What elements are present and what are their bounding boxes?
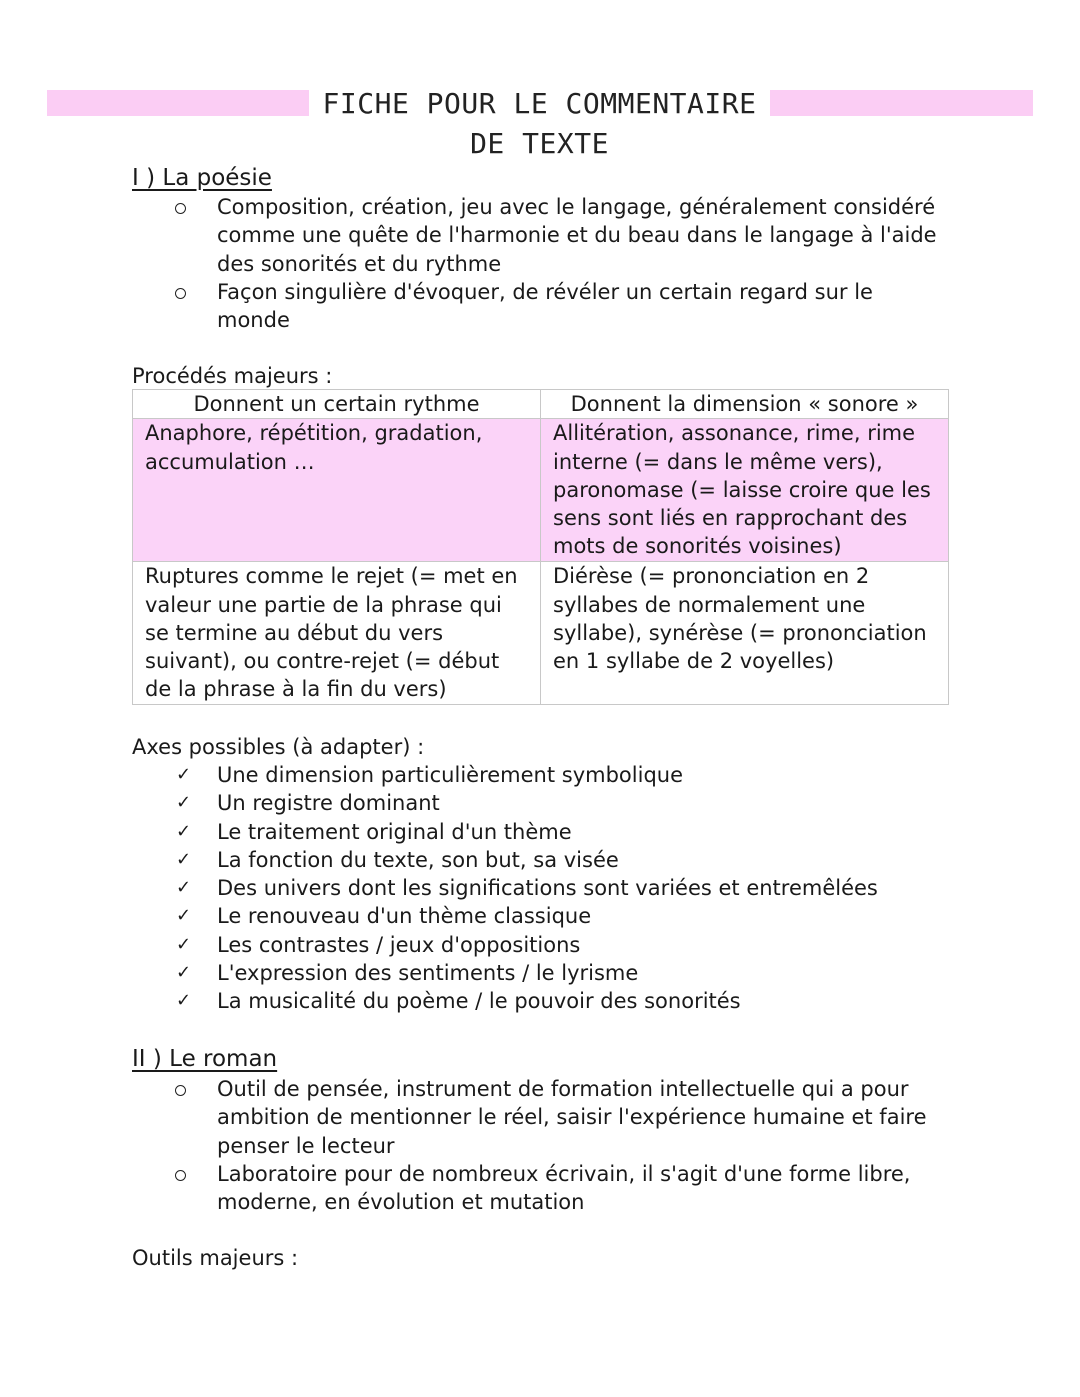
- table-header-row: [133, 390, 949, 419]
- table-cell: Ruptures comme le rejet (= met en valeur une partie de la phrase qui se termine au début du vers suivant), ou contre-rejet (= début de la phrase à la fin du vers): [133, 562, 541, 705]
- hollow-circle-icon: [175, 1170, 186, 1181]
- checkmark-icon: ✓: [176, 877, 192, 899]
- procedes-label: Procédés majeurs :: [132, 364, 333, 388]
- hollow-circle-icon: [175, 1085, 186, 1096]
- roman-definition-list: [132, 1075, 942, 1216]
- list-item: ✓ Des univers dont les significations sont variées et entremêlées: [176, 876, 878, 901]
- table-cell: Allitération, assonance, rime, rime interne (= dans le même vers), paronomase (= laisse croire que les sens sont liés en rapprochant des mots de sonorités voisines): [541, 419, 949, 562]
- list-item: Laboratoire pour de nombreux écrivain, il s'agit d'une forme libre, moderne, en évolution et mutation: [132, 1160, 942, 1217]
- checkmark-icon: ✓: [176, 820, 192, 842]
- table-row: [133, 562, 949, 705]
- checkmark-icon: ✓: [176, 933, 192, 955]
- checkmark-icon: ✓: [176, 905, 192, 927]
- hollow-circle-icon: [175, 288, 186, 299]
- hollow-circle-icon: [175, 203, 186, 214]
- list-item: ✓ Un registre dominant: [176, 791, 440, 816]
- list-item: ✓ Le traitement original d'un thème: [176, 819, 572, 844]
- checkmark-icon: ✓: [176, 792, 192, 814]
- checkmark-icon: ✓: [176, 990, 192, 1012]
- table-header-cell: Donnent la dimension « sonore »: [541, 390, 949, 419]
- section-heading-poesie: I ) La poésie: [132, 165, 272, 191]
- list-item: ✓ L'expression des sentiments / le lyrisme: [176, 961, 639, 986]
- checkmark-icon: ✓: [176, 764, 192, 785]
- title-band-left: [47, 90, 309, 116]
- table-cell: Anaphore, répétition, gradation, accumulation …: [133, 419, 541, 562]
- axes-list: [132, 761, 942, 1016]
- list-item: ✓ Les contrastes / jeux d'oppositions: [176, 932, 581, 957]
- table-header-cell: Donnent un certain rythme: [133, 390, 541, 419]
- poesie-definition-list: [132, 193, 942, 334]
- checkmark-icon: ✓: [176, 848, 192, 870]
- list-item: ✓ Le renouveau d'un thème classique: [176, 904, 592, 929]
- table-row: [133, 419, 949, 562]
- table-cell: Diérèse (= prononciation en 2 syllabes de normalement une syllabe), synérèse (= prononciation en 1 syllabe de 2 voyelles): [541, 562, 949, 705]
- checkmark-icon: ✓: [176, 962, 192, 984]
- title-banner: [47, 84, 1033, 160]
- list-item: ✓ Une dimension particulièrement symbolique: [176, 763, 683, 787]
- page-title: FICHE POUR LE COMMENTAIRE DE TEXTE: [322, 87, 757, 160]
- list-item: Outil de pensée, instrument de formation intellectuelle qui a pour ambition de mentionner le réel, saisir l'expérience humaine et faire penser le lecteur: [132, 1075, 942, 1160]
- procedes-table: [132, 389, 949, 705]
- title-band-right: [770, 90, 1033, 116]
- outils-label: Outils majeurs :: [132, 1246, 299, 1270]
- list-item: Composition, création, jeu avec le langage, généralement considéré comme une quête de l'harmonie et du beau dans le langage à l'aide des sonorités et du rythme: [132, 193, 942, 278]
- list-item: Façon singulière d'évoquer, de révéler un certain regard sur le monde: [132, 278, 942, 335]
- axes-label: Axes possibles (à adapter) :: [132, 735, 425, 759]
- section-heading-roman: II ) Le roman: [132, 1046, 278, 1072]
- list-item: ✓ La musicalité du poème / le pouvoir des sonorités: [176, 989, 741, 1014]
- list-item: ✓ La fonction du texte, son but, sa visée: [176, 847, 619, 872]
